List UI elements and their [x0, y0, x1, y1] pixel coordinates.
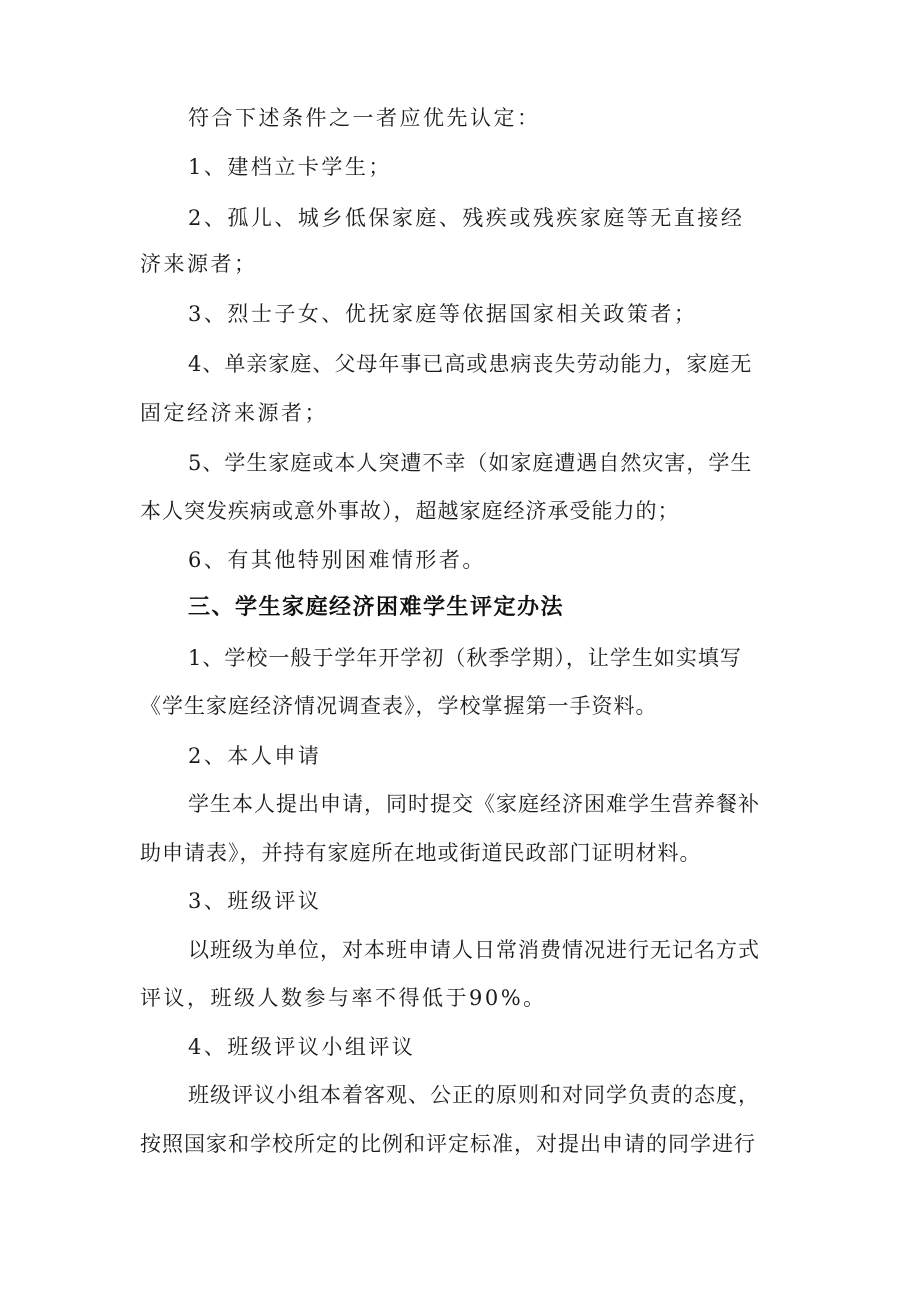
step-2-body-line-2: 助申请表》，并持有家庭所在地或街道民政部门证明材料。: [140, 841, 702, 865]
step-2-body-line-1: 学生本人提出申请，同时提交《家庭经济困难学生营养餐补: [188, 792, 760, 816]
step-1-line-1: 1、学校一般于学年开学初（秋季学期），让学生如实填写: [188, 646, 742, 670]
list-item-5-line-2: 本人突发疾病或意外事故），超越家庭经济承受能力的；: [140, 499, 680, 523]
step-3-title: 3、班级评议: [188, 889, 322, 913]
section-heading: 三、学生家庭经济困难学生评定办法: [188, 595, 565, 620]
list-item-2-line-1: 2、孤儿、城乡低保家庭、残疾或残疾家庭等无直接经: [188, 206, 745, 230]
list-item-2-line-2: 济来源者；: [140, 252, 258, 276]
list-item-5-line-1: 5、学生家庭或本人突遭不幸（如家庭遭遇自然灾害，学生: [188, 451, 753, 475]
step-1-line-2: 《学生家庭经济情况调查表》，学校掌握第一手资料。: [140, 694, 658, 718]
step-4-body-line-1: 班级评议小组本着客观、公正的原则和对同学负责的态度，: [188, 1083, 760, 1107]
list-item-4-line-1: 4、单亲家庭、父母年事已高或患病丧失劳动能力，家庭无: [188, 352, 753, 376]
step-3-body-line-2: 评议，班级人数参与率不得低于90%。: [140, 986, 547, 1010]
list-item-3: 3、烈士子女、优抚家庭等依据国家相关政策者；: [188, 302, 698, 326]
paragraph-intro: 符合下述条件之一者应优先认定：: [188, 106, 541, 130]
list-item-1: 1、建档立卡学生；: [188, 155, 392, 179]
step-4-title: 4、班级评议小组评议: [188, 1035, 416, 1059]
list-item-4-line-2: 固定经济来源者；: [140, 401, 328, 425]
step-2-title: 2、本人申请: [188, 744, 322, 768]
step-4-body-line-2: 按照国家和学校所定的比例和评定标准，对提出申请的同学进行: [140, 1132, 756, 1156]
list-item-6: 6、有其他特别困难情形者。: [188, 548, 486, 572]
step-3-body-line-1: 以班级为单位，对本班申请人日常消费情况进行无记名方式: [188, 938, 760, 962]
